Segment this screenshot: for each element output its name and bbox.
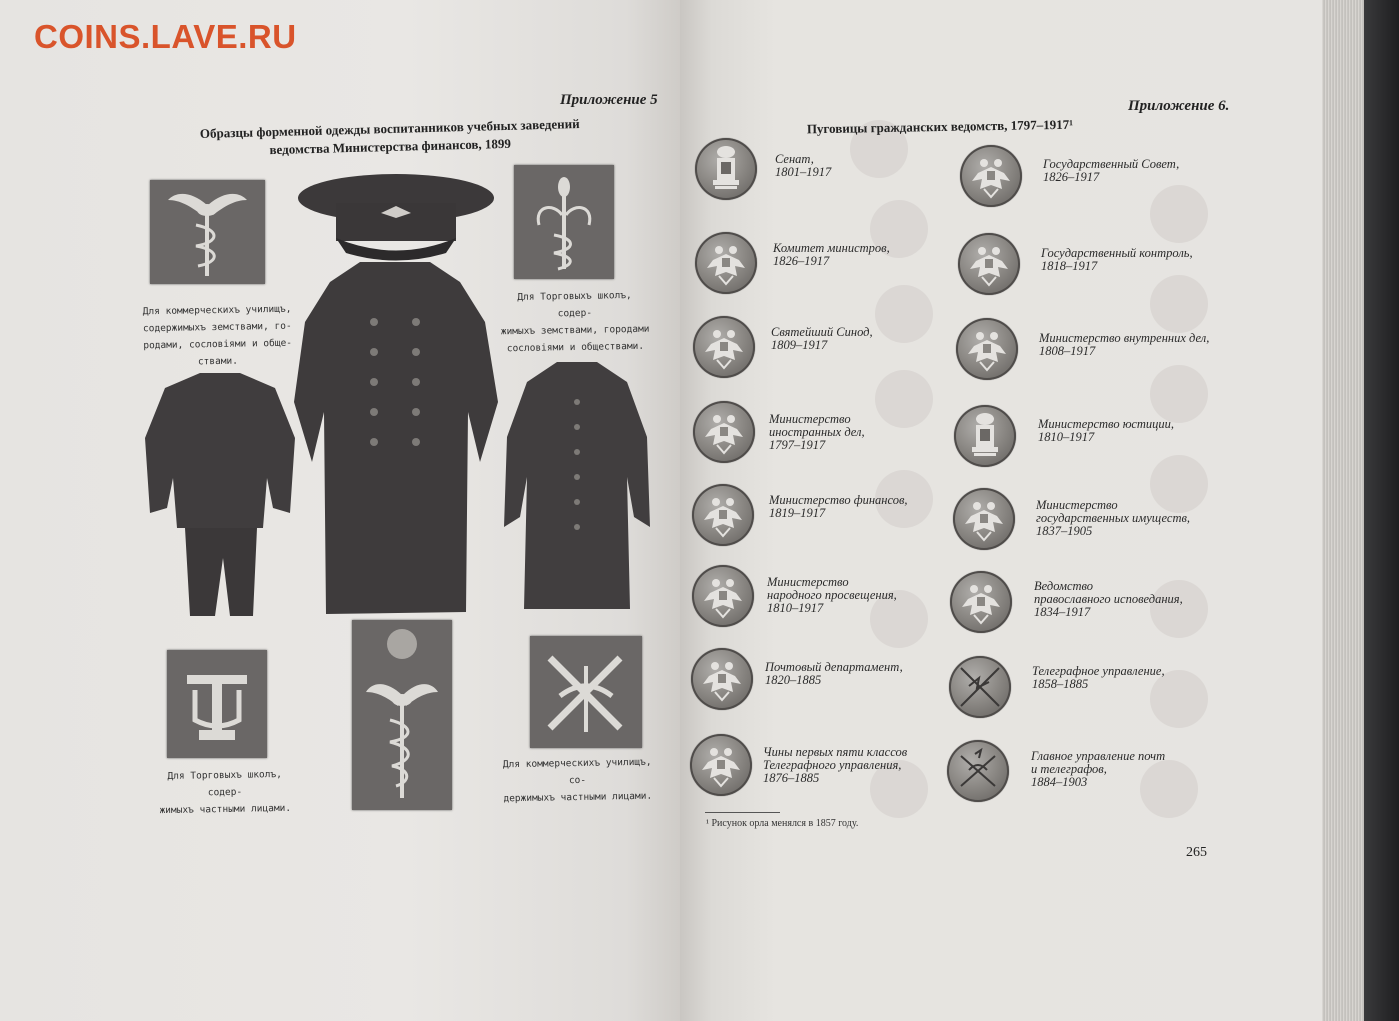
button-label-9: Министерство финансов, 1819–1917 (769, 493, 908, 520)
double-eagle-icon (692, 565, 754, 627)
double-eagle-icon (691, 648, 753, 710)
uniform-button-2 (960, 145, 1022, 207)
button-label-12: Ведомство православного исповедания, 1834–1917 (1034, 579, 1183, 619)
site-watermark: COINS.LAVE.RU (34, 18, 297, 55)
caption-top-left: Для коммерческихъ училищъ, содержимыхъ земствами, го- родами, сословіями и обще- ствами. (142, 303, 293, 368)
button-label-11: Министерство народного просвещения, 1810–1917 (767, 575, 897, 615)
long-coat-image (502, 357, 652, 613)
double-eagle-icon (692, 484, 754, 546)
uniform-button-16 (947, 740, 1009, 802)
double-eagle-icon (960, 145, 1022, 207)
appendix-header-left: Приложение 5 (560, 92, 658, 108)
insignia-patch-trade-zemstvo (514, 165, 614, 279)
uniform-button-3 (695, 232, 757, 294)
button-label-5: Святейший Синод, 1809–1917 (771, 325, 873, 352)
double-eagle-icon (958, 233, 1020, 295)
insignia-patch-trade-private (167, 650, 267, 758)
button-label-10: Министерство государственных имуществ, 1837–1905 (1036, 498, 1191, 538)
law-mirror-icon (695, 138, 757, 200)
lightning-arrows-icon (949, 656, 1011, 718)
button-label-2: Государственный Совет, 1826–1917 (1043, 157, 1180, 184)
button-label-7: Министерство иностранных дел, 1797–1917 (769, 412, 865, 452)
torch-caduceus-icon (514, 165, 614, 279)
button-label-13: Почтовый департамент, 1820–1885 (765, 660, 903, 687)
double-eagle-icon (693, 401, 755, 463)
button-label-8: Министерство юстиции, 1810–1917 (1038, 417, 1175, 444)
left-page-title (150, 114, 631, 163)
button-label-3: Комитет министров, 1826–1917 (773, 241, 890, 268)
double-eagle-icon (690, 734, 752, 796)
uniform-button-4 (958, 233, 1020, 295)
double-eagle-icon (695, 232, 757, 294)
footnote: ¹ Рисунок орла менялся в 1857 году. (706, 818, 859, 829)
left-page (0, 0, 680, 1021)
caption-bottom-left: Для Торговыхъ школъ, содер- жимыхъ частными лицами. (159, 769, 292, 817)
double-eagle-icon (956, 318, 1018, 380)
uniform-button-9 (692, 484, 754, 546)
post-telegraph-icon (947, 740, 1009, 802)
button-label-6: Министерство внутренних дел, 1808–1917 (1039, 331, 1210, 358)
winged-caduceus-icon (150, 180, 265, 284)
button-winged-caduceus-icon (352, 620, 452, 810)
uniform-button-6 (956, 318, 1018, 380)
uniform-button-1 (695, 138, 757, 200)
uniform-cap-image (296, 168, 496, 268)
insignia-patch-crossed (530, 636, 642, 748)
overcoat-image (290, 262, 500, 624)
title-line-1: Образцы форменной одежды воспитанников учебных заведений (199, 116, 580, 141)
button-label-14: Телеграфное управление, 1858–1885 (1032, 664, 1165, 691)
uniform-button-8 (954, 405, 1016, 467)
uniform-button-15 (690, 734, 752, 796)
double-eagle-icon (693, 316, 755, 378)
uniform-button-5 (693, 316, 755, 378)
crossed-staffs-icon (530, 636, 642, 748)
caption-bottom-right: Для коммерческихъ училищъ, со- держимыхъ частными лицами. (502, 756, 653, 805)
jacket-trousers-image (145, 368, 297, 618)
uniform-button-11 (692, 565, 754, 627)
double-eagle-icon (950, 571, 1012, 633)
insignia-patch-commercial-zemstvo (150, 180, 265, 284)
insignia-epaulette-commercial-private (352, 620, 452, 810)
button-label-4: Государственный контроль, 1818–1917 (1041, 246, 1193, 273)
page-number: 265 (1186, 845, 1207, 860)
button-label-1: Сенат, 1801–1917 (775, 152, 832, 179)
uniform-button-12 (950, 571, 1012, 633)
uniform-button-7 (693, 401, 755, 463)
button-label-15: Чины первых пяти классов Телеграфного управления, 1876–1885 (763, 745, 908, 785)
title-line-2: ведомства Министерства финансов, 1899 (269, 135, 512, 158)
law-mirror-icon (954, 405, 1016, 467)
book-cover-edge (1364, 0, 1399, 1021)
uniform-button-14 (949, 656, 1011, 718)
caption-top-right: Для Торговыхъ школъ, содер- жимыхъ земствами, городами сословіями и обществами. (500, 290, 650, 355)
anchor-monogram-icon (167, 650, 267, 758)
appendix-header-right: Приложение 6. (1128, 98, 1230, 114)
footnote-rule (705, 812, 780, 813)
right-page-title: Пуговицы гражданских ведомств, 1797–1917¹ (806, 116, 1074, 137)
uniform-button-13 (691, 648, 753, 710)
button-label-16: Главное управление почт и телеграфов, 1884–1903 (1031, 749, 1166, 789)
page-edges (1322, 0, 1364, 1021)
double-eagle-icon (953, 488, 1015, 550)
uniform-button-10 (953, 488, 1015, 550)
